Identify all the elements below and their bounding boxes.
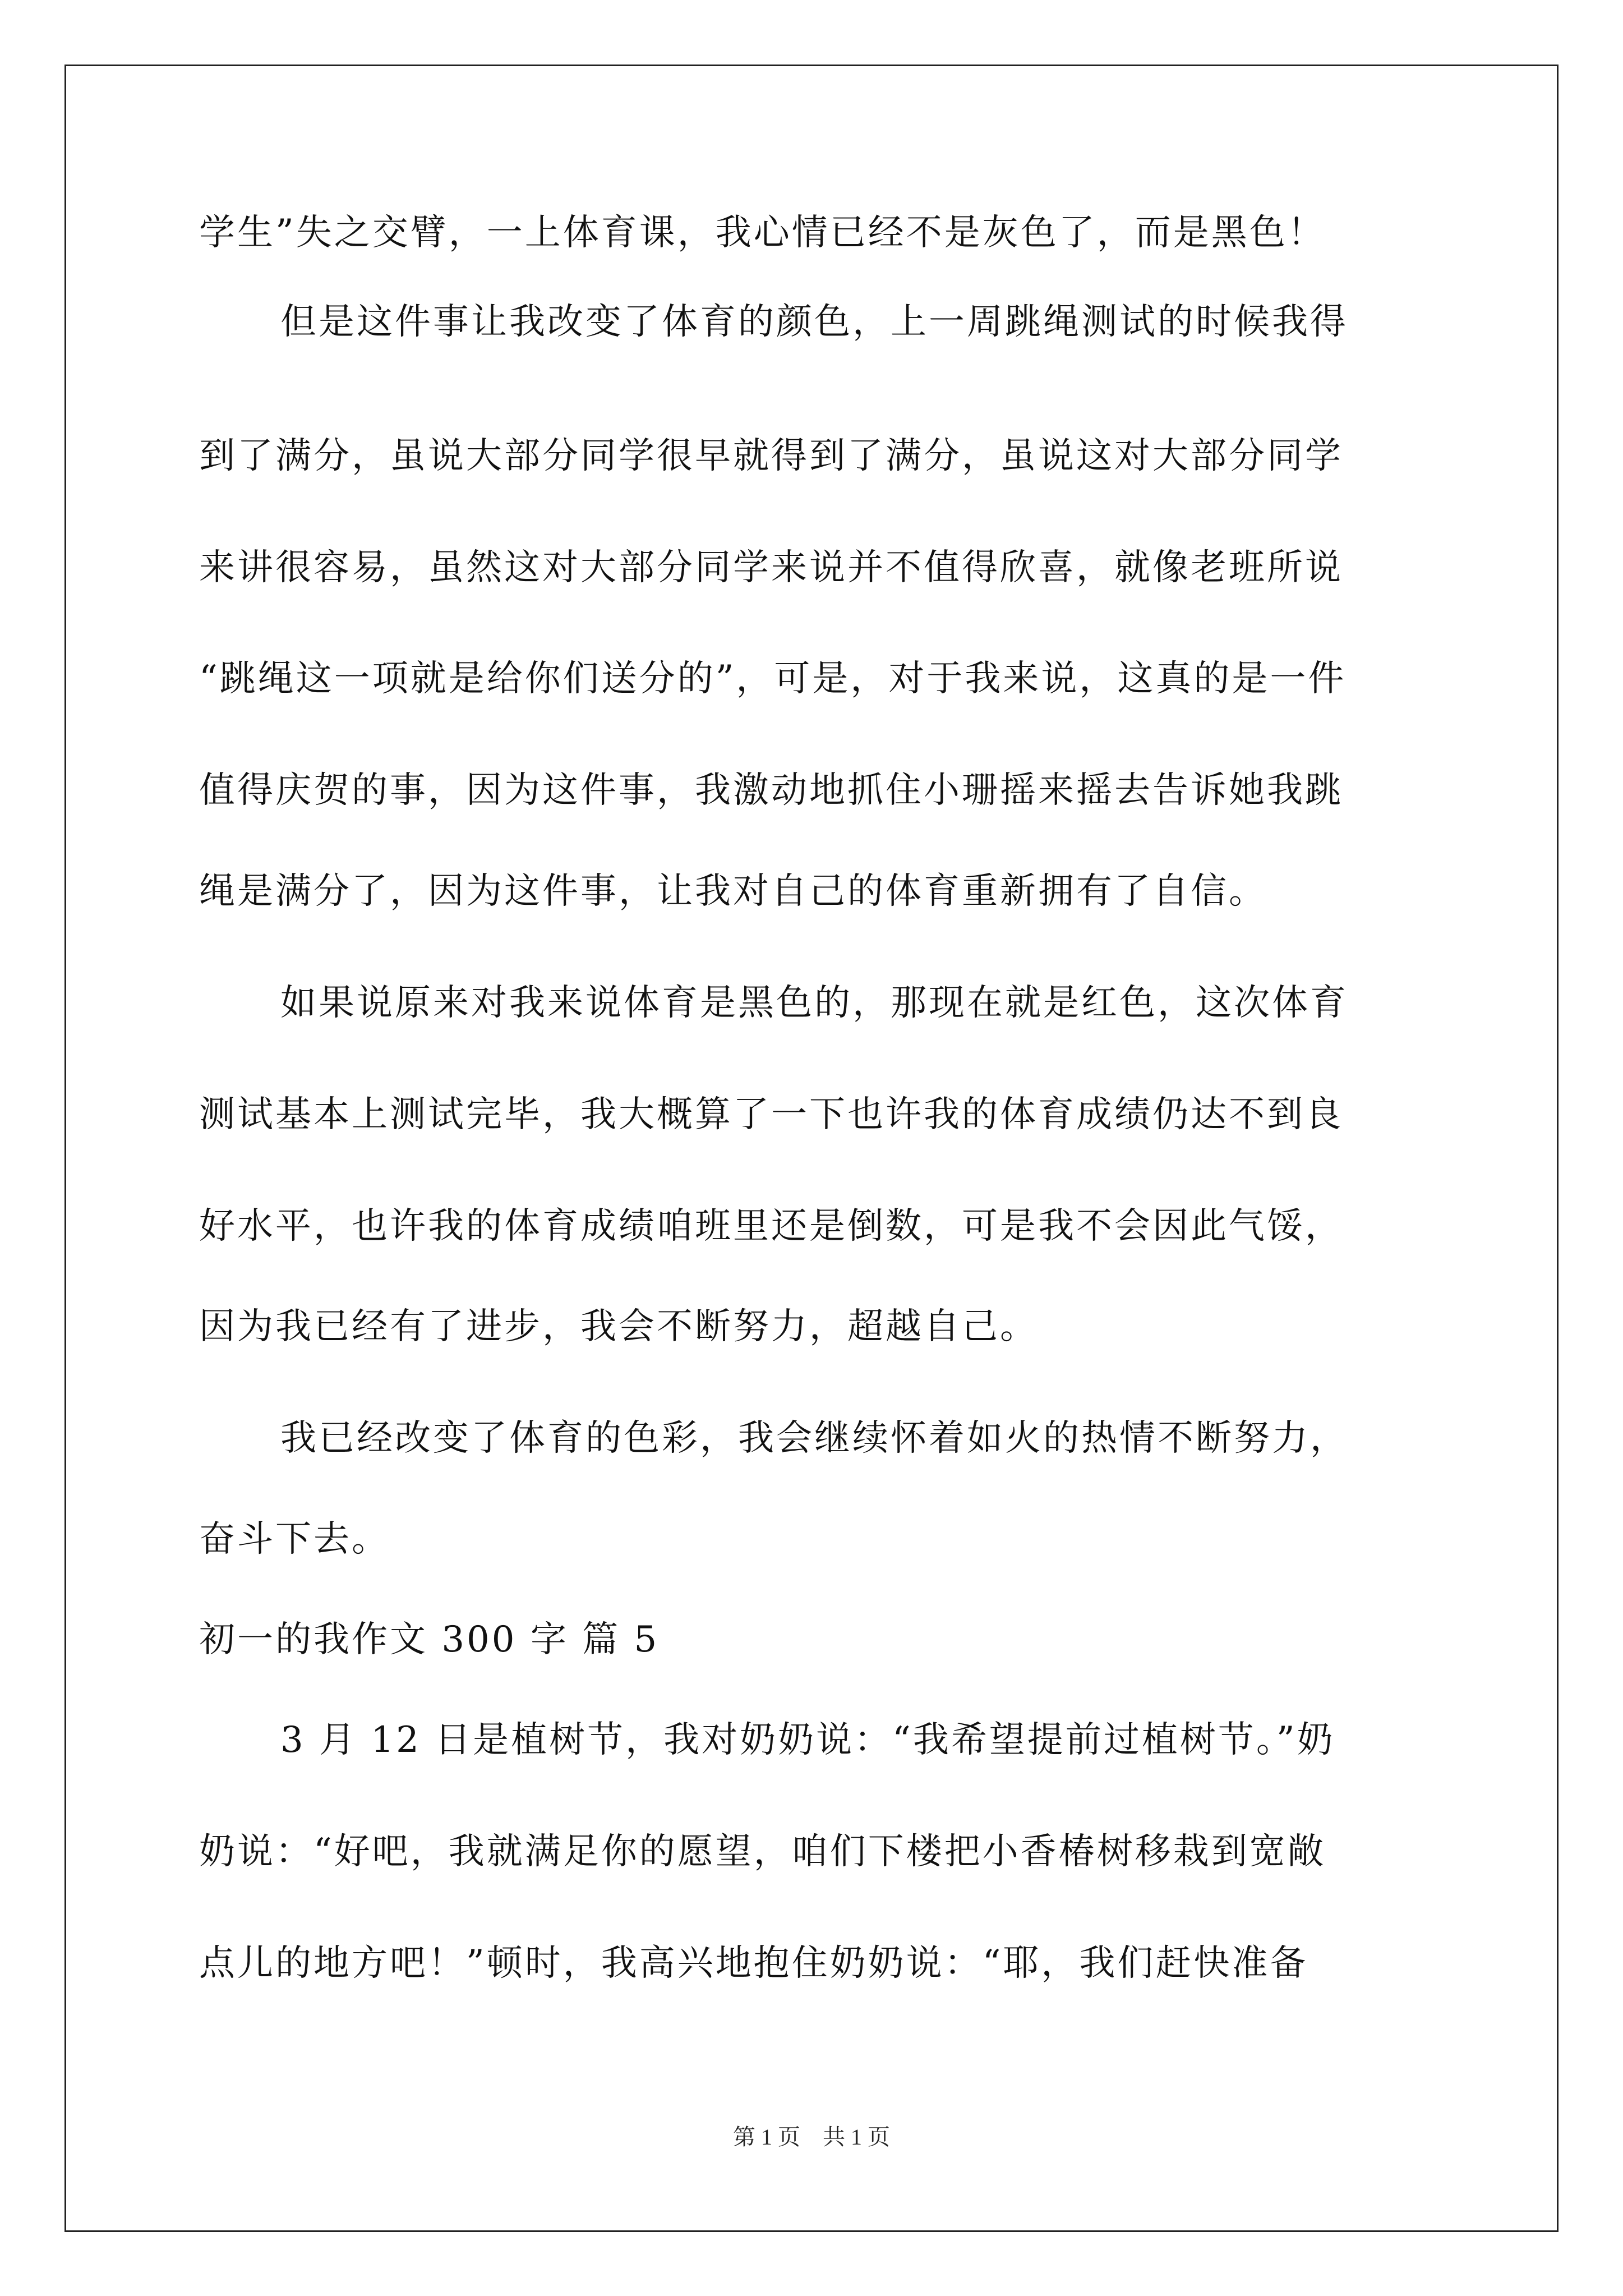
body-text-line: 学生”失之交臂，一上体育课，我心情已经不是灰色了，而是黑色！: [199, 212, 1326, 254]
paragraph-first-line: 3 月 12 日是植树节，我对奶奶说：“我希望提前过植树节。”奶: [280, 1719, 1335, 1761]
body-text-line: 绳是满分了，因为这件事，让我对自己的体育重新拥有了自信。: [199, 871, 1267, 912]
body-text-line: “跳绳这一项就是给你们送分的”，可是，对于我来说，这真的是一件: [199, 658, 1347, 700]
page-footer: [0, 2123, 1623, 2151]
body-text-line: 好水平，也许我的体育成绩咱班里还是倒数，可是我不会因此气馁，: [199, 1205, 1343, 1247]
body-text-line: 点儿的地方吧！”顿时，我高兴地抱住奶奶说：“耶，我们赶快准备: [199, 1943, 1308, 1984]
section-heading: 初一的我作文 300 字 篇 5: [199, 1619, 660, 1660]
body-text-line: 奶说：“好吧，我就满足你的愿望，咱们下楼把小香椿树移栽到宽敞: [199, 1831, 1326, 1872]
page-border: [64, 65, 1559, 2232]
body-text-line: 到了满分，虽说大部分同学很早就得到了满分，虽说这对大部分同学: [199, 435, 1343, 477]
body-text-line: 测试基本上测试完毕，我大概算了一下也许我的体育成绩仍达不到良: [199, 1094, 1343, 1135]
page-number: 第 1 页: [733, 2124, 800, 2150]
body-text-line: 值得庆贺的事，因为这件事，我激动地抓住小珊摇来摇去告诉她我跳: [199, 770, 1343, 811]
body-text-line: 因为我已经有了进步，我会不断努力，超越自己。: [199, 1306, 1038, 1347]
body-text-line: 奋斗下去。: [199, 1519, 390, 1560]
paragraph-first-line: 但是这件事让我改变了体育的颜色，上一周跳绳测试的时候我得: [280, 301, 1348, 343]
paragraph-first-line: 如果说原来对我来说体育是黑色的，那现在就是红色，这次体育: [280, 982, 1348, 1024]
paragraph-first-line: 我已经改变了体育的色彩，我会继续怀着如火的热情不断努力，: [280, 1418, 1348, 1459]
page-total: 共 1 页: [823, 2124, 890, 2150]
body-text-line: 来讲很容易，虽然这对大部分同学来说并不值得欣喜，就像老班所说: [199, 547, 1343, 588]
